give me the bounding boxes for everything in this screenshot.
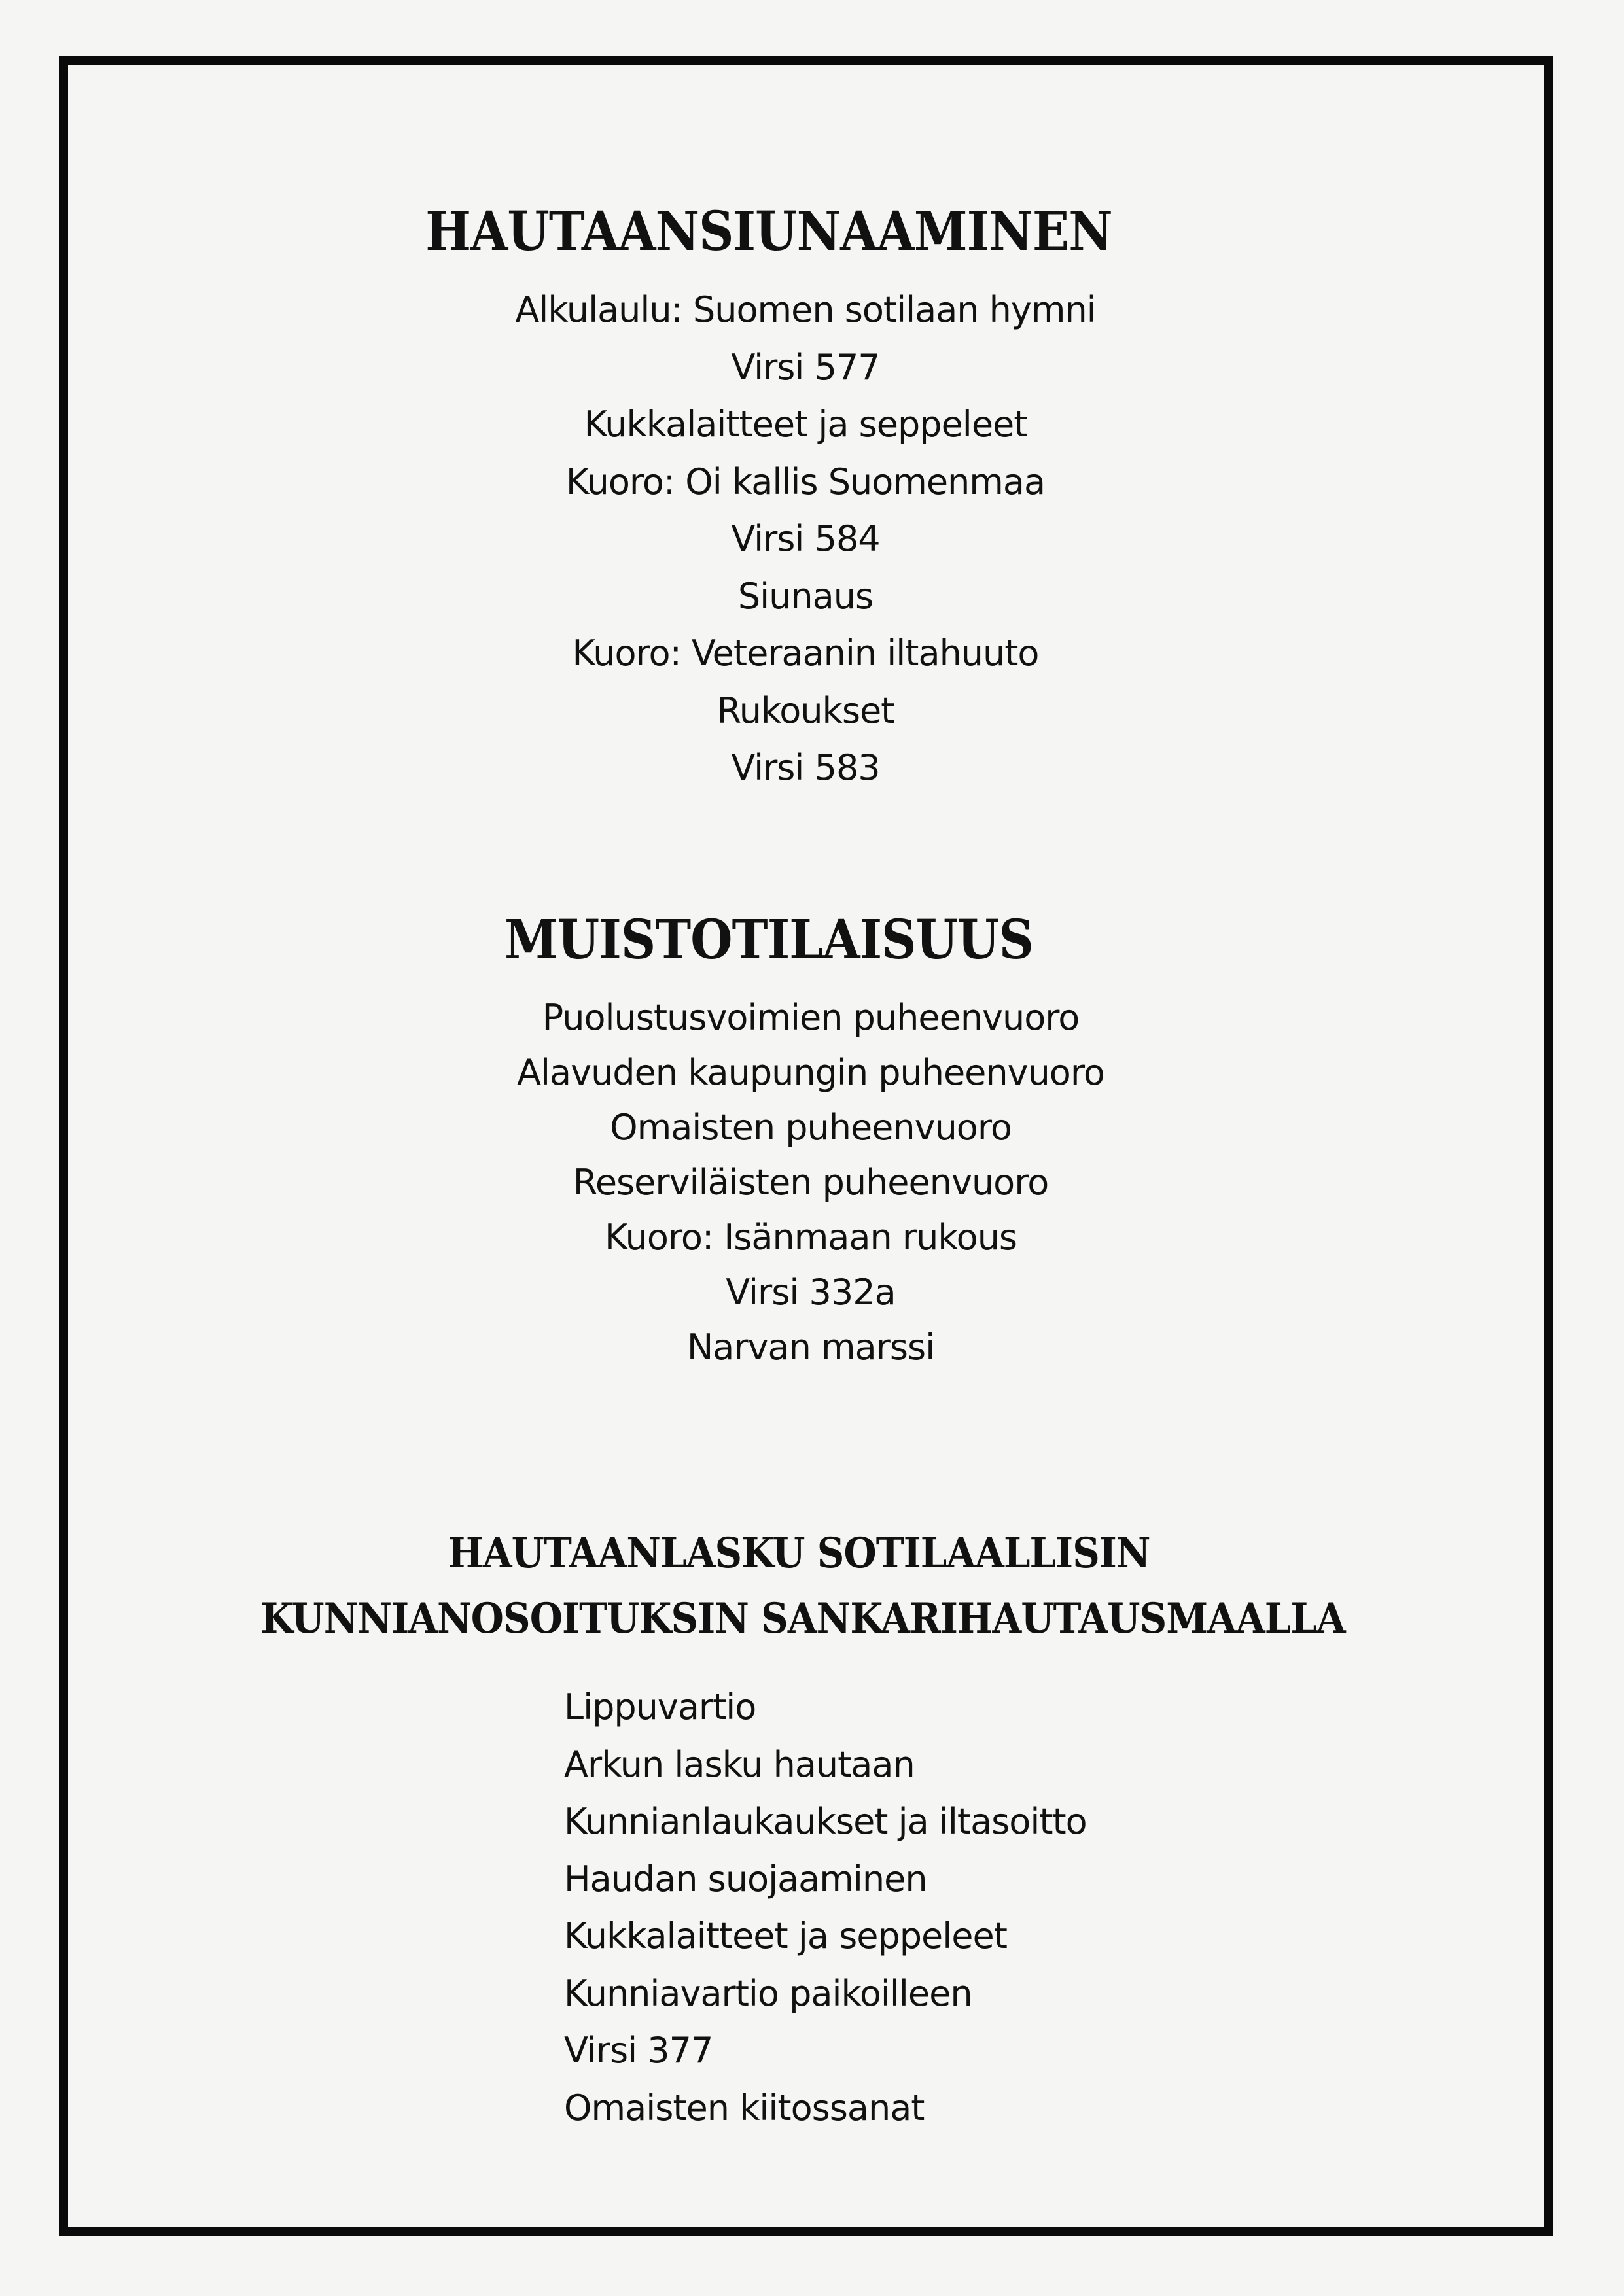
program-item: Virsi 332a <box>726 1272 896 1313</box>
hautaanlasku-program-list <box>564 1679 1087 2136</box>
program-item: Alkulaulu: Suomen sotilaan hymni <box>515 289 1096 330</box>
program-item: Arkun lasku hautaan <box>564 1743 915 1785</box>
program-item: Omaisten puheenvuoro <box>610 1107 1012 1148</box>
program-item: Omaisten kiitossanat <box>564 2087 925 2129</box>
program-item: Siunaus <box>737 575 874 617</box>
program-item: Kuoro: Veteraanin iltahuuto <box>572 633 1039 674</box>
program-item: Kunniavartio paikoilleen <box>564 1972 972 2014</box>
program-item: Virsi 377 <box>564 2030 713 2071</box>
muistotilaisuus-program-list <box>0 990 1623 1375</box>
program-item: Rukoukset <box>716 689 894 731</box>
program-item: Haudan suojaaminen <box>564 1858 927 1900</box>
program-item: Puolustusvoimien puheenvuoro <box>542 997 1080 1038</box>
program-item: Kunnianlaukaukset ja iltasoitto <box>564 1801 1087 1842</box>
program-item: Lippuvartio <box>564 1686 756 1728</box>
hautaansiunaaminen-program-list <box>0 281 1617 797</box>
program-item: Alavuden kaupungin puheenvuoro <box>517 1052 1104 1093</box>
section-title-muistotilaisuus: MUISTOTILAISUUS <box>504 909 1034 972</box>
program-item: Virsi 583 <box>731 747 880 788</box>
program-item: Kukkalaitteet ja seppeleet <box>584 404 1027 445</box>
section-title-hautaanlasku-line-2: KUNNIANOSOITUKSIN SANKARIHAUTAUSMAALLA <box>260 1594 1345 1644</box>
section-title-hautaansiunaaminen: HAUTAANSIUNAAMINEN <box>425 200 1112 263</box>
program-item: Reserviläisten puheenvuoro <box>573 1162 1049 1203</box>
section-title-hautaanlasku-line-1: HAUTAANLASKU SOTILAALLISIN <box>448 1529 1150 1578</box>
program-item: Virsi 584 <box>731 518 880 559</box>
program-item: Narvan marssi <box>686 1327 935 1368</box>
program-item: Kukkalaitteet ja seppeleet <box>564 1915 1007 1957</box>
program-item: Virsi 577 <box>731 346 880 388</box>
program-item: Kuoro: Oi kallis Suomenmaa <box>565 461 1046 502</box>
program-item: Kuoro: Isänmaan rukous <box>604 1217 1017 1258</box>
